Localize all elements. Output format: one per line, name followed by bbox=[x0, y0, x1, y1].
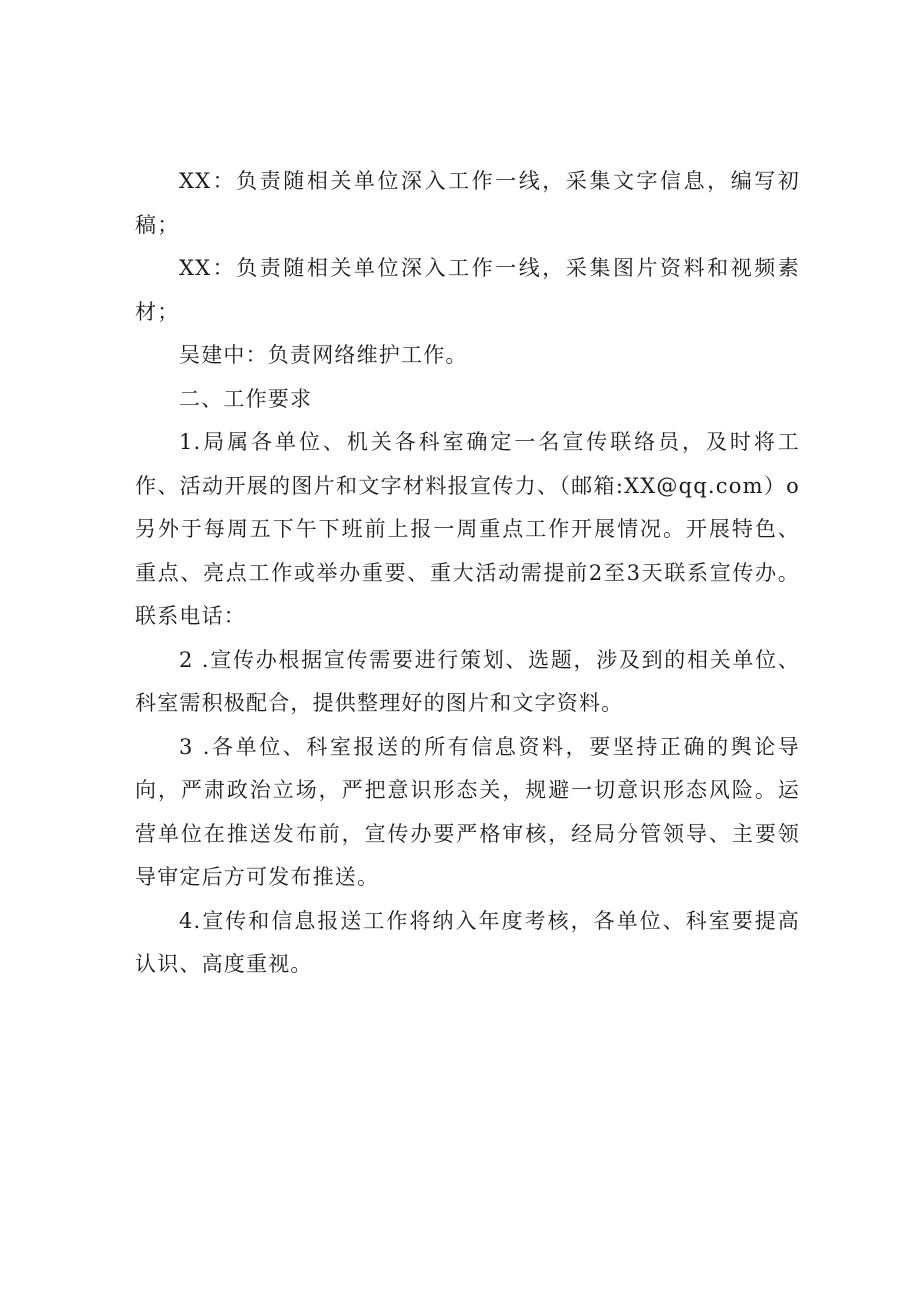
duty-text-collection: XX：负责随相关单位深入工作一线，采集文字信息，编写初稿； bbox=[135, 169, 800, 237]
duty-photo-video-collection: XX：负责随相关单位深入工作一线，采集图片资料和视频素材； bbox=[135, 256, 800, 324]
requirement-3: 3 .各单位、科室报送的所有信息资料，要坚持正确的舆论导向，严肃政治立场，严把意识形态关，规避一切意识形态风险。运营单位在推送发布前，宣传办要严格审核，经局分管领导、主要领导审定后方可发布推送。 bbox=[135, 734, 800, 889]
duty-network-maintenance: 吴建中：负责网络维护工作。 bbox=[179, 343, 468, 367]
requirement-2: 2 .宣传办根据宣传需要进行策划、选题，涉及到的相关单位、科室需积极配合，提供整理好的图片和文字资料。 bbox=[135, 647, 800, 715]
section-heading-work-requirements: 二、工作要求 bbox=[179, 386, 313, 411]
requirement-4: 4.宣传和信息报送工作将纳入年度考核，各单位、科室要提高认识、高度重视。 bbox=[135, 908, 800, 976]
document-body bbox=[135, 160, 800, 987]
requirement-1: 1.局属各单位、机关各科室确定一名宣传联络员，及时将工作、活动开展的图片和文字材料报宣传力、（邮箱:XX@qq.com）o另外于每周五下午下班前上报一周重点工作开展情况。开展特色、重点、亮点工作或举办重要、重大活动需提前2至3天联系宣传办。联系电话： bbox=[135, 430, 800, 628]
